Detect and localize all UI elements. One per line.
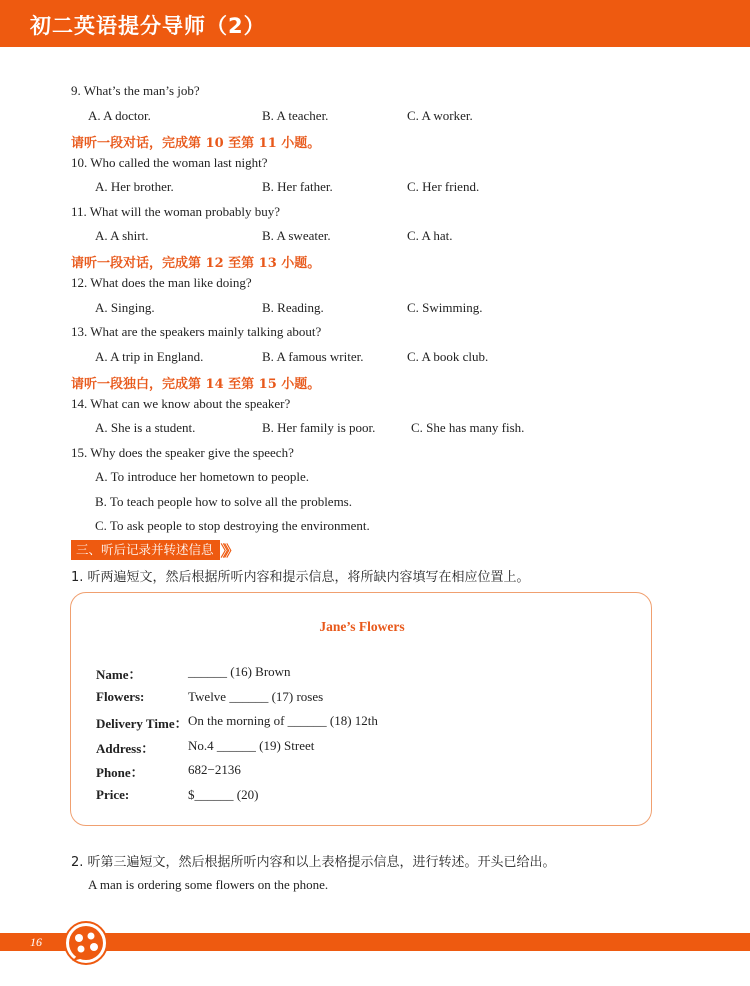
question-11-option-c: C. A hat. [407,228,453,243]
question-15-option-c: C. To ask people to stop destroying the environment. [95,518,370,533]
publisher-logo-icon [64,921,108,965]
instruction-14-15: 请听一段独白，完成第 14 至第 15 小题。 [71,377,321,392]
question-14-option-a: A. She is a student. [95,420,196,435]
section-3-label: 三、听后记录并转述信息 [71,540,220,560]
question-13-option-a: A. A trip in England. [95,349,204,364]
question-15: 15. Why does the speaker give the speech? [71,445,294,460]
task-2-instruction: 2. 听第三遍短文，然后根据所听内容和以上表格提示信息，进行转述。开头已给出。 [71,855,556,870]
field-value-name: ______ (16) Brown [188,664,291,679]
task-2-start-sentence: A man is ordering some flowers on the phone. [88,877,329,892]
page-number: 16 [30,935,42,949]
question-13-option-c: C. A book club. [407,349,489,364]
question-9-option-a: A. A doctor. [88,108,151,123]
card-title: Jane’s Flowers [319,619,405,634]
question-13: 13. What are the speakers mainly talking about? [71,324,322,339]
field-label-price: Price: [96,787,130,802]
instruction-10-11: 请听一段对话，完成第 10 至第 11 小题。 [71,136,321,151]
field-label-delivery-time: Delivery Time： [96,716,188,731]
question-12-option-c: C. Swimming. [407,300,483,315]
field-value-price: $______ (20) [188,787,259,802]
field-value-address: No.4 ______ (19) Street [188,738,315,753]
question-12-option-b: B. Reading. [262,300,324,315]
section-3-tag [71,540,235,560]
field-label-flowers: Flowers: [96,689,145,704]
question-10-option-c: C. Her friend. [407,179,480,194]
task-1-instruction: 1. 听两遍短文，然后根据所听内容和提示信息，将所缺内容填写在相应位置上。 [71,570,530,585]
question-11: 11. What will the woman probably buy? [71,204,281,219]
question-14: 14. What can we know about the speaker? [71,396,291,411]
double-chevron-icon: 》》 [220,541,236,560]
field-value-delivery-time: On the morning of ______ (18) 12th [188,713,378,728]
field-label-phone: Phone： [96,765,144,780]
question-15-option-b: B. To teach people how to solve all the problems. [95,494,352,509]
field-value-flowers: Twelve ______ (17) roses [188,689,324,704]
field-label-name: Name： [96,667,142,682]
question-10-option-b: B. Her father. [262,179,333,194]
question-11-option-a: A. A shirt. [95,228,149,243]
question-9-option-b: B. A teacher. [262,108,329,123]
question-14-option-b: B. Her family is poor. [262,420,376,435]
field-label-address: Address： [96,741,155,756]
header-bar [0,0,750,47]
question-10: 10. Who called the woman last night? [71,155,268,170]
question-13-option-b: B. A famous writer. [262,349,364,364]
question-14-option-c: C. She has many fish. [411,420,525,435]
info-card [70,592,652,826]
field-value-phone: 682−2136 [188,762,241,777]
header-title: 初二英语提分导师（2） [30,14,266,38]
question-10-option-a: A. Her brother. [95,179,174,194]
question-9-option-c: C. A worker. [407,108,473,123]
question-12: 12. What does the man like doing? [71,275,252,290]
footer-bar [0,933,750,951]
instruction-12-13: 请听一段对话，完成第 12 至第 13 小题。 [71,256,321,271]
question-15-option-a: A. To introduce her hometown to people. [95,469,310,484]
question-9: 9. What’s the man’s job? [71,83,200,98]
question-11-option-b: B. A sweater. [262,228,331,243]
question-12-option-a: A. Singing. [95,300,155,315]
